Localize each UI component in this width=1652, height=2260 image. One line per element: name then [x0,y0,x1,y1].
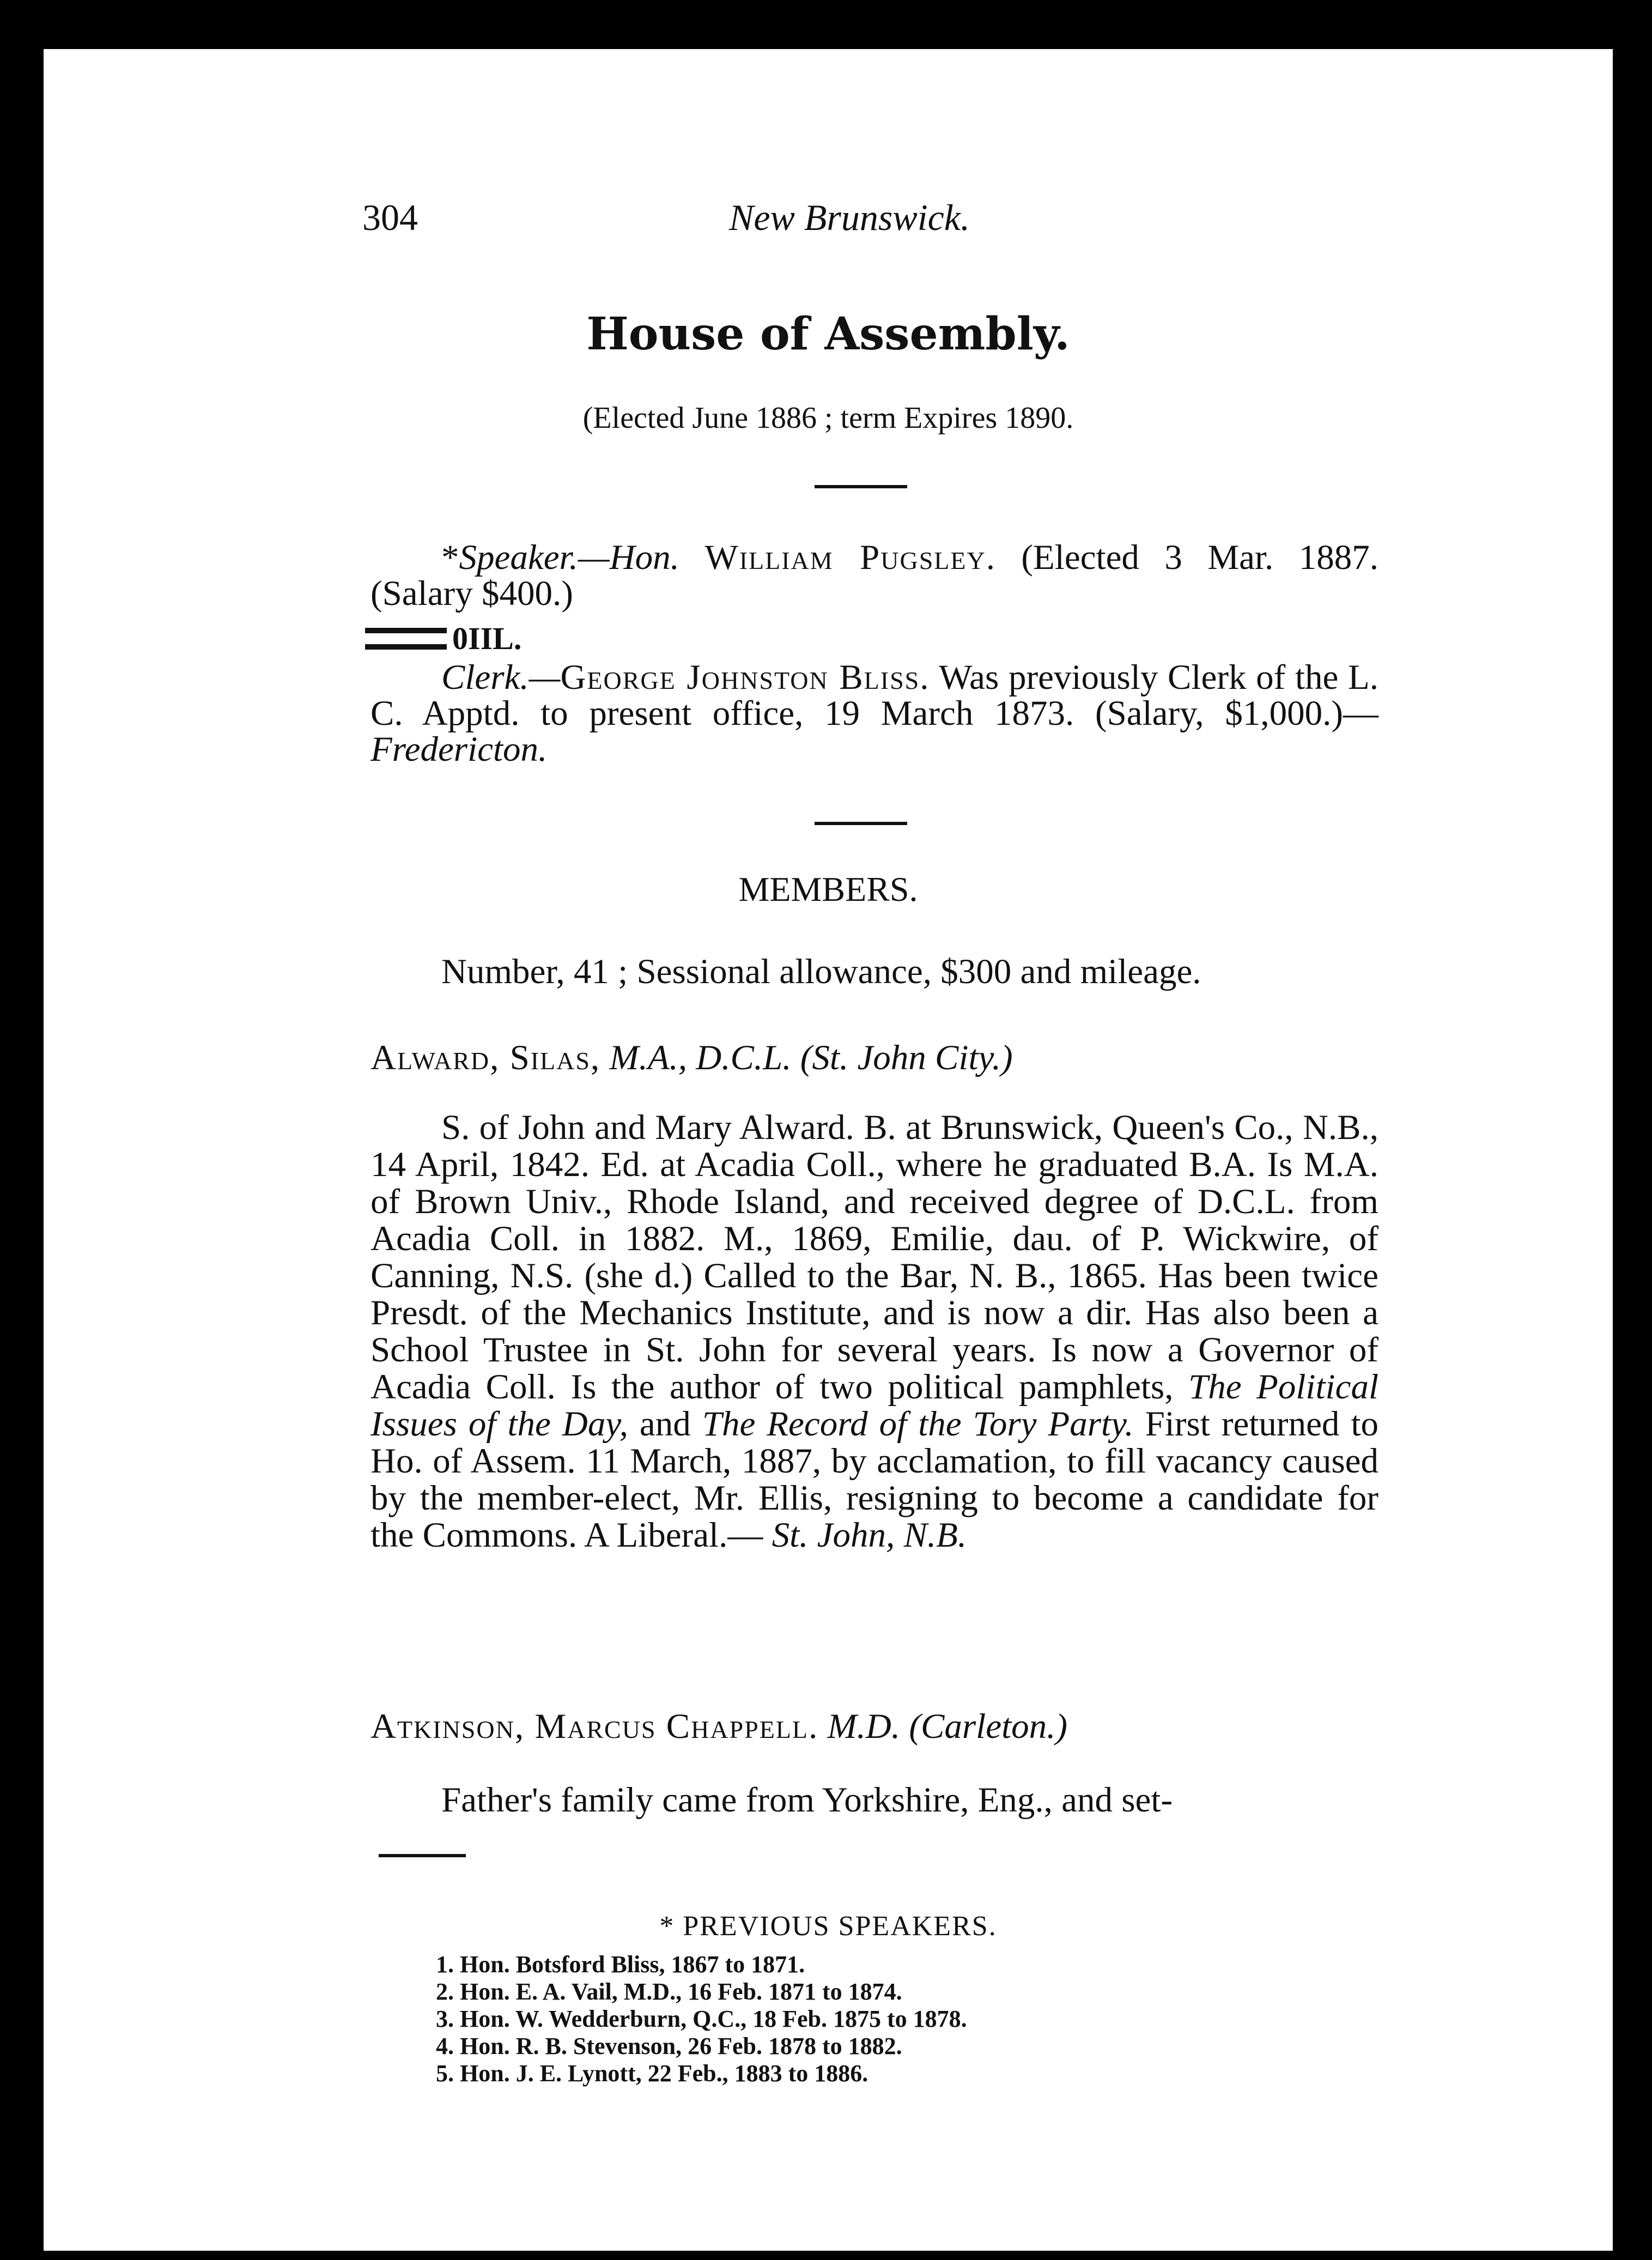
footnote-list [436,1951,1362,2087]
speaker-paragraph [371,540,1378,611]
work-title: The Record of the Tory Party. [702,1404,1134,1444]
members-info: Number, 41 ; Sessional allowance, $300 and mileage. [441,952,1201,991]
member-name: Atkinson, Marcus Chappell. [371,1707,819,1746]
ink-mark [365,628,447,633]
stray-print-text: 0IIL. [452,621,522,656]
clerk-paragraph [371,659,1378,767]
member-entry-heading [371,1040,1378,1076]
page-number: 304 [362,197,418,238]
footnote-rule [379,1854,466,1857]
member-degrees: M.A., D.C.L. [609,1038,792,1077]
divider-rule [815,485,907,488]
list-item: 2. Hon. E. A. Vail, M.D., 16 Feb. 1871 to 1874. [436,1978,902,2005]
list-item: 4. Hon. R. B. Stevenson, 26 Feb. 1878 to 1882. [436,2033,902,2059]
clerk-name: George Johnston Bliss. [560,658,930,697]
member-degrees: M.D. [827,1707,901,1746]
section-subtitle: (Elected June 1886 ; term Expires 1890. [582,401,1074,435]
section-title: House of Assembly. [586,308,1070,360]
list-item: 5. Hon. J. E. Lynott, 22 Feb., 1883 to 1886. [436,2060,868,2087]
footnote-heading: * PREVIOUS SPEAKERS. [659,1911,997,1942]
footnote-marker: * [441,538,459,577]
member-entry-heading [371,1708,1378,1744]
speaker-details: (Elected 3 Mar. 1887. (Salary $400.) [371,538,1378,613]
clerk-place: Fredericton. [371,730,548,769]
member-residence: St. John, N.B. [772,1516,967,1555]
list-item: 3. Hon. W. Wedderburn, Q.C., 18 Feb. 1875 to 1878. [436,2005,967,2032]
speaker-label: Speaker.—Hon. [459,538,679,577]
member-riding: (St. John City.) [800,1038,1013,1077]
members-heading: MEMBERS. [738,870,918,908]
member-name: Alward, Silas, [371,1038,601,1077]
book-page [44,49,1613,2251]
member-biography: Father's family came from Yorkshire, Eng., and set- [441,1780,1173,1820]
running-title: New Brunswick. [729,197,970,238]
member-riding: (Carleton.) [909,1707,1068,1746]
member-biography: S. of John and Mary Alward. B. at Brunswick, Queen's Co., N.B., 14 April, 1842. Ed. at Acadia Coll., where he graduated B.A. Is M.A. of Brown Univ., Rhode Island, and received degree of D.C.L. from Acadia Coll. in 1882. M., 1869, Emilie, dau. of P. Wickwire, of Canning, N.S. (she d.) Called to the Bar, N. B., 1865. Has been twice Presdt. of the Mechanics Institute, and is now a dir. Has also been a School Trustee in St. John for several years. Is now a Governor of Acadia Coll. Is the author of two political pamphlets, The Political Issues of the Day, and The Record of the Tory Party. First returned to Ho. of Assem. 11 March, 1887, by acclamation, to fill vacancy caused by the member-elect, Mr. Ellis, resigning to become a candidate for the Commons. A Liberal.— St. John, N.B. [371,1108,1379,1555]
ink-mark [365,644,447,650]
clerk-label: Clerk.— [441,658,561,697]
list-item: 1. Hon. Botsford Bliss, 1867 to 1871. [436,1951,805,1978]
clerk-details: Was previously Clerk of the L. C. Apptd. to present office, 19 March 1873. (Salary, $1,000.)— [371,658,1378,733]
work-title: The Political Issues of the Day, [371,1367,1379,1444]
speaker-name: William Pugsley. [704,538,996,577]
divider-rule [815,822,907,825]
